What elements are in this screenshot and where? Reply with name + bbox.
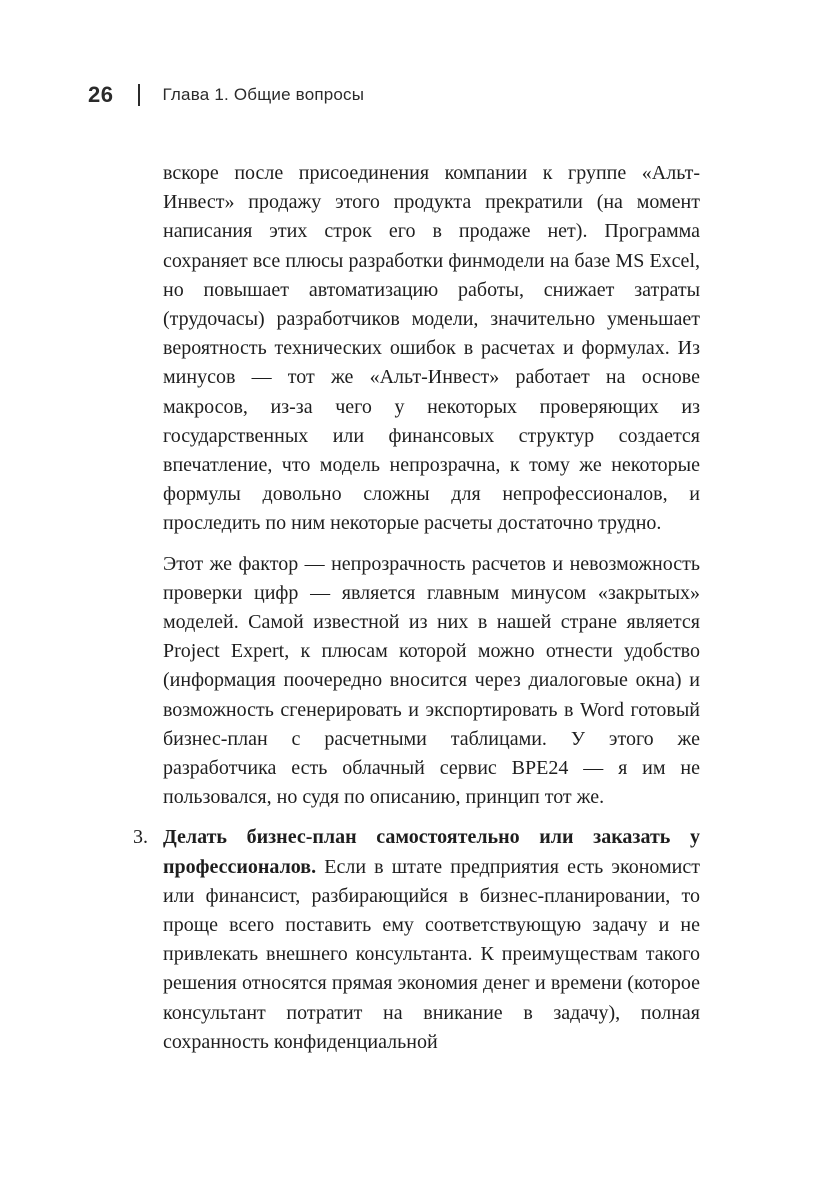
page-number: 26: [88, 82, 114, 107]
list-item-number: 3.: [133, 826, 148, 849]
running-head: [88, 80, 364, 110]
list-item-text: Если в штате предприятия есть экономист или финансист, разбирающийся в бизнес-планировании, то проще всего поставить ему соответствующую задачу и не привлекать внешнего консультанта. К преимуществам такого решения относятся прямая экономия денег и времени (которое консультант потратит на вникание в задачу), полная сохранность конфиденциальной: [163, 855, 700, 1053]
chapter-title: Глава 1. Общие вопросы: [162, 85, 365, 104]
numbered-list-item-3: [133, 823, 700, 1057]
body-paragraph-2: Этот же фактор — непрозрачность расчетов и невозможность проверки цифр — является главным минусом «закрытых» моделей. Самой известной из них в нашей стране является Project Expert, к плюсам которой можно отнести удобство (информация поочередно вносится через диалоговые окна) и возможность сгенерировать и экспортировать в Word готовый бизнес-план с расчетными таблицами. У этого же разработчика есть облачный сервис BPE24 — я им не пользовался, но судя по описанию, принцип тот же.: [163, 552, 700, 809]
body-paragraph-1: вскоре после присоединения компании к группе «Альт-Инвест» продажу этого продукта прекратили (на момент написания этих строк его в продаже нет). Программа сохраняет все плюсы разработки финмодели на базе MS Excel, но повышает автоматизацию работы, снижает затраты (трудочасы) разработчиков модели, значительно уменьшает вероятность технических ошибок в расчетах и формулах. Из минусов — тот же «Альт-Инвест» работает на основе макросов, из-за чего у некоторых проверяющих из государственных или финансовых структур создается впечатление, что модель непрозрачна, к тому же некоторые формулы довольно сложны для непрофессионалов, и проследить по ним некоторые расчеты достаточно трудно.: [163, 162, 700, 535]
page-body: [133, 159, 700, 1057]
header-divider: [138, 84, 140, 106]
list-item-bold-lead: Делать бизнес-план самостоятельно или заказать у профессионалов.: [163, 826, 700, 878]
